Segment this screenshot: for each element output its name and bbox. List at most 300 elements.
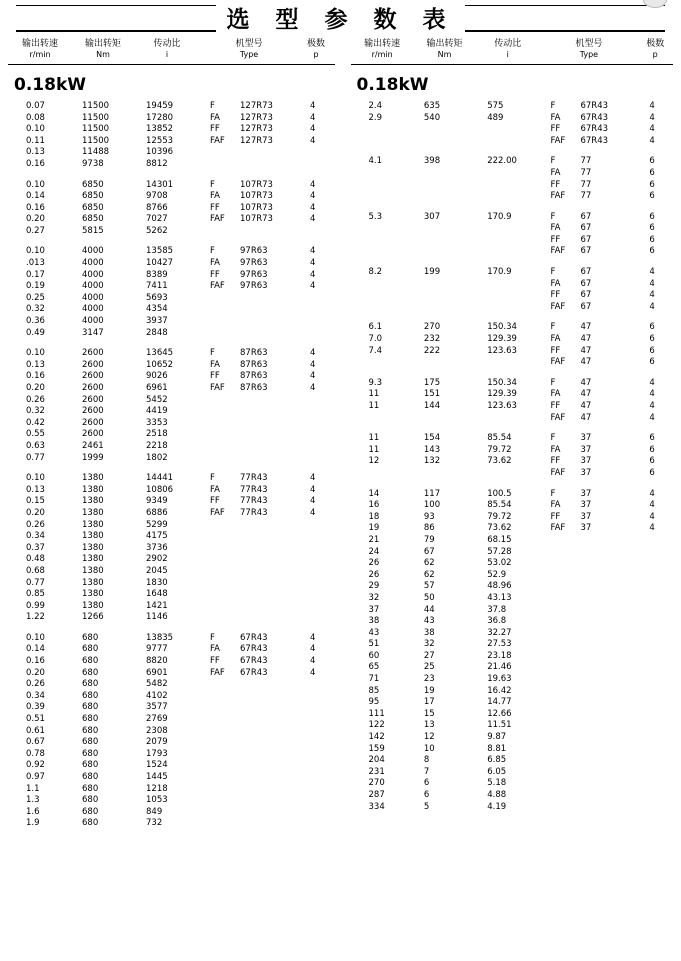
table-row	[8, 656, 335, 668]
type-prefix: FA	[210, 359, 220, 370]
cell-poles: 6	[649, 322, 655, 333]
header-ratio: 传动比 i	[494, 39, 522, 60]
cell-ratio: 10806	[146, 484, 174, 495]
cell-output-speed: 26	[368, 558, 380, 569]
type-model: 97R63	[240, 269, 268, 280]
table-row	[351, 489, 674, 501]
type-model: 87R63	[240, 371, 268, 382]
cell-output-speed: 0.13	[26, 484, 45, 495]
cell-type	[200, 668, 298, 680]
type-prefix: F	[550, 100, 556, 111]
type-prefix: FF	[550, 234, 561, 245]
cell-output-torque: 680	[82, 679, 99, 690]
cell-type	[540, 790, 637, 802]
table-row	[8, 258, 335, 270]
cell-type	[200, 818, 298, 830]
type-prefix: FA	[550, 112, 561, 123]
type-prefix: FAF	[550, 301, 566, 312]
cell-ratio: 73.62	[487, 523, 512, 534]
left-column-header	[8, 34, 335, 63]
cell-output-torque: 680	[82, 667, 99, 678]
cell-poles: 4	[649, 267, 655, 278]
cell-ratio: 32.27	[487, 627, 512, 638]
cell-poles	[298, 818, 334, 830]
type-prefix: F	[210, 246, 215, 257]
cell-ratio: 4419	[146, 406, 168, 417]
cell-output-speed: 0.36	[26, 316, 45, 327]
cell-output-speed: 204	[368, 755, 385, 766]
cell-output-speed: 21	[368, 534, 380, 545]
type-prefix: FF	[210, 371, 220, 382]
cell-poles: 6	[649, 345, 655, 356]
table-row	[351, 628, 674, 640]
table-row	[8, 418, 335, 430]
data-group	[351, 489, 674, 814]
cell-type	[200, 554, 298, 566]
cell-poles	[298, 749, 334, 761]
cell-output-torque: 32	[423, 639, 435, 650]
type-model: 37	[580, 433, 592, 444]
cell-type	[540, 628, 637, 640]
cell-poles: 4	[310, 656, 316, 667]
header-output-torque: 输出转矩 Nm	[84, 39, 121, 60]
cell-ratio: 37.8	[487, 604, 507, 615]
data-group	[351, 378, 674, 424]
type-model: 97R63	[240, 258, 268, 269]
type-prefix: FAF	[550, 135, 566, 146]
table-row	[351, 302, 674, 314]
cell-output-torque: 11500	[82, 100, 110, 111]
cell-type	[540, 413, 637, 425]
cell-output-torque: 6850	[82, 214, 104, 225]
table-row	[8, 520, 335, 532]
left-power-label: 0.18kW	[14, 74, 87, 95]
cell-ratio	[475, 168, 540, 180]
cell-type	[200, 406, 298, 418]
type-model: 37	[580, 500, 592, 511]
cell-type	[200, 772, 298, 784]
cell-output-speed: 12	[368, 456, 380, 467]
table-row	[351, 378, 674, 390]
table-row	[351, 101, 674, 113]
cell-output-speed: 26	[368, 569, 380, 580]
cell-poles: 4	[649, 278, 655, 289]
cell-output-speed: 7.4	[368, 345, 383, 356]
cell-poles	[298, 612, 334, 624]
cell-output-speed: 0.15	[26, 496, 45, 507]
table-row	[8, 383, 335, 395]
cell-output-speed: 1.3	[26, 795, 40, 806]
cell-type	[540, 616, 637, 628]
cell-poles	[637, 535, 673, 547]
type-model: 77R43	[240, 473, 268, 484]
cell-poles: 6	[649, 211, 655, 222]
cell-output-speed: 71	[368, 674, 380, 685]
cell-ratio: 100.5	[487, 488, 512, 499]
type-model: 37	[580, 456, 592, 467]
table-row	[8, 807, 335, 819]
type-prefix: F	[550, 322, 556, 333]
cell-output-speed: 16	[368, 500, 380, 511]
cell-ratio: 4102	[146, 690, 168, 701]
cell-output-speed: 8.2	[368, 267, 383, 278]
cell-output-torque: 2600	[82, 417, 104, 428]
cell-poles: 4	[310, 281, 316, 292]
cell-poles: 6	[649, 467, 655, 478]
table-row	[351, 720, 674, 732]
table-row	[8, 191, 335, 203]
cell-type	[200, 737, 298, 749]
cell-ratio: 8389	[146, 269, 168, 280]
cell-ratio: 9026	[146, 371, 168, 382]
cell-type	[200, 578, 298, 590]
cell-ratio: 73.62	[487, 456, 512, 467]
table-row	[8, 531, 335, 543]
cell-output-torque: 57	[423, 581, 435, 592]
cell-output-torque	[414, 235, 475, 247]
cell-ratio: 9349	[146, 496, 168, 507]
cell-output-torque: 2600	[82, 394, 104, 405]
cell-ratio: 3353	[146, 417, 168, 428]
table-row	[8, 214, 335, 226]
cell-poles: 4	[310, 644, 316, 655]
table-row	[351, 456, 674, 468]
cell-type	[200, 159, 298, 171]
cell-poles: 6	[649, 334, 655, 345]
cell-output-speed: 1.1	[26, 783, 40, 794]
table-row	[8, 784, 335, 796]
table-row	[351, 535, 674, 547]
cell-type	[540, 778, 637, 790]
cell-type	[540, 290, 637, 302]
cell-ratio: 2308	[146, 725, 168, 736]
cell-type	[200, 520, 298, 532]
cell-ratio: 1445	[146, 772, 168, 782]
cell-poles: 6	[649, 456, 655, 467]
cell-ratio: 123.63	[487, 401, 517, 411]
cell-type	[540, 156, 637, 168]
cell-output-torque: 680	[82, 806, 99, 817]
cell-output-torque: 25	[423, 662, 435, 673]
table-row	[351, 346, 674, 358]
cell-poles	[298, 795, 334, 807]
cell-output-speed: 0.10	[26, 124, 45, 135]
table-row	[8, 304, 335, 316]
table-row	[351, 468, 674, 480]
table-row	[351, 732, 674, 744]
table-row	[8, 159, 335, 171]
cell-output-speed: 0.16	[26, 656, 45, 667]
cell-output-torque	[414, 279, 475, 291]
cell-poles: 4	[310, 632, 316, 643]
cell-poles: 6	[649, 357, 655, 368]
cell-output-torque: 1380	[82, 484, 104, 495]
cell-poles: 4	[649, 301, 655, 312]
data-group	[351, 212, 674, 258]
corner-mark-icon	[643, 0, 667, 8]
cell-poles: 4	[310, 473, 316, 484]
cell-output-torque: 2600	[82, 371, 104, 382]
cell-output-speed: 0.97	[26, 772, 45, 782]
header-ratio: 传动比 i	[153, 39, 181, 60]
table-row	[8, 668, 335, 680]
cell-output-torque: 67	[423, 546, 435, 557]
type-model: 67R43	[240, 644, 268, 655]
cell-output-speed: 231	[368, 766, 385, 777]
cell-poles: 4	[310, 359, 316, 370]
cell-poles: 6	[649, 444, 655, 455]
cell-output-torque: 5	[423, 801, 430, 812]
cell-type	[200, 441, 298, 453]
table-row	[8, 473, 335, 485]
cell-output-speed	[351, 223, 414, 235]
cell-output-torque: 6	[423, 778, 430, 789]
cell-ratio	[475, 357, 540, 369]
table-row	[351, 191, 674, 203]
cell-output-torque: 12	[423, 732, 435, 743]
cell-type	[540, 535, 637, 547]
header-output-torque: 输出转矩 Nm	[426, 39, 463, 60]
cell-poles	[298, 714, 334, 726]
cell-output-torque: 1380	[82, 496, 104, 507]
cell-ratio: 2518	[146, 429, 168, 440]
cell-type	[540, 581, 637, 593]
table-row	[8, 496, 335, 508]
cell-poles	[298, 679, 334, 691]
cell-output-speed: 6.1	[368, 322, 383, 333]
cell-poles: 4	[649, 377, 655, 388]
cell-ratio	[475, 413, 540, 425]
cell-poles	[298, 691, 334, 703]
cell-ratio: 19.63	[487, 674, 512, 685]
table-row	[8, 633, 335, 645]
cell-type	[200, 601, 298, 613]
cell-output-torque: 2600	[82, 383, 104, 393]
cell-output-torque	[414, 302, 475, 314]
cell-type	[540, 720, 637, 732]
cell-output-torque	[414, 468, 475, 480]
cell-output-torque: 6	[423, 790, 430, 800]
cell-output-torque	[414, 180, 475, 192]
cell-output-speed: 0.61	[26, 725, 45, 736]
cell-output-speed: .013	[26, 258, 45, 269]
cell-type	[200, 203, 298, 215]
data-group	[351, 156, 674, 202]
cell-ratio: 10396	[146, 147, 174, 158]
cell-ratio	[475, 191, 540, 203]
cell-output-torque: 2600	[82, 406, 104, 417]
cell-output-speed: 11	[368, 389, 380, 400]
type-prefix: FAF	[210, 507, 225, 518]
cell-output-torque: 43	[423, 616, 435, 627]
cell-output-speed: 0.85	[26, 589, 45, 600]
cell-poles	[298, 520, 334, 532]
cell-ratio: 7027	[146, 214, 168, 225]
cell-ratio: 4354	[146, 304, 168, 315]
cell-type	[540, 113, 637, 125]
cell-type	[540, 334, 637, 346]
cell-output-speed: 37	[368, 604, 380, 615]
cell-ratio: 68.15	[487, 534, 512, 545]
cell-type	[540, 180, 637, 192]
cell-poles	[298, 760, 334, 772]
table-row	[8, 371, 335, 383]
cell-output-speed: 0.10	[26, 246, 45, 257]
table-row	[8, 348, 335, 360]
cell-output-torque: 199	[423, 267, 441, 278]
type-prefix: FA	[550, 389, 561, 400]
cell-poles: 6	[649, 191, 655, 202]
table-row	[351, 290, 674, 302]
cell-output-speed: 0.13	[26, 147, 45, 158]
table-row	[8, 406, 335, 418]
type-model: 67	[580, 223, 592, 234]
cell-poles	[298, 406, 334, 418]
cell-type	[540, 639, 637, 651]
cell-output-speed: 38	[368, 616, 380, 627]
cell-poles	[298, 566, 334, 578]
cell-poles: 4	[310, 667, 316, 678]
cell-output-speed: 122	[368, 720, 385, 731]
cell-output-torque	[414, 290, 475, 302]
table-row	[351, 413, 674, 425]
cell-type	[540, 709, 637, 721]
type-model: 77	[580, 179, 592, 190]
cell-ratio: 6901	[146, 667, 168, 678]
type-model: 77	[580, 167, 592, 178]
cell-ratio: 10652	[146, 359, 174, 370]
type-prefix: FF	[550, 511, 561, 522]
table-row	[351, 136, 674, 148]
cell-ratio: 5.18	[487, 778, 507, 789]
cell-output-torque: 1380	[82, 507, 104, 518]
cell-output-speed: 0.20	[26, 214, 45, 225]
cell-output-torque: 11500	[82, 124, 110, 135]
cell-poles: 4	[310, 246, 316, 257]
cell-ratio	[475, 302, 540, 314]
data-group	[8, 633, 335, 830]
cell-poles: 4	[649, 488, 655, 499]
cell-type	[200, 714, 298, 726]
cell-output-speed: 0.16	[26, 202, 45, 213]
cell-output-torque	[414, 124, 475, 136]
cell-output-torque: 1380	[82, 565, 104, 576]
cell-type	[200, 371, 298, 383]
table-row	[8, 395, 335, 407]
cell-output-speed: 4.1	[368, 156, 383, 167]
cell-poles	[637, 790, 673, 802]
type-prefix: FA	[210, 112, 220, 123]
data-group	[351, 433, 674, 479]
cell-type	[200, 749, 298, 761]
table-row	[8, 441, 335, 453]
cell-poles: 4	[649, 511, 655, 522]
cell-output-torque: 2600	[82, 348, 104, 359]
type-prefix: FA	[550, 444, 561, 455]
cell-output-speed: 0.14	[26, 191, 45, 202]
cell-ratio: 3577	[146, 702, 168, 713]
cell-ratio: 12553	[146, 135, 174, 146]
cell-ratio: 1648	[146, 589, 168, 600]
type-model: 67	[580, 290, 592, 301]
cell-type	[200, 691, 298, 703]
cell-output-torque: 2600	[82, 359, 104, 370]
type-prefix: F	[210, 100, 215, 111]
cell-type	[200, 508, 298, 520]
cell-output-speed: 334	[368, 801, 385, 812]
cell-type	[540, 246, 637, 258]
cell-ratio: 6961	[146, 383, 168, 393]
type-prefix: FF	[210, 269, 220, 280]
cell-poles: 6	[649, 167, 655, 178]
table-row	[8, 226, 335, 238]
table-row	[8, 644, 335, 656]
cell-ratio: 2902	[146, 554, 168, 565]
cell-poles	[298, 784, 334, 796]
cell-poles	[298, 554, 334, 566]
type-prefix: FF	[550, 456, 561, 467]
cell-ratio: 14.77	[487, 697, 512, 708]
type-prefix: FAF	[210, 135, 225, 146]
cell-type	[200, 281, 298, 293]
cell-ratio: 8820	[146, 656, 168, 667]
type-prefix: FF	[210, 656, 220, 667]
cell-ratio: 9777	[146, 644, 168, 655]
cell-poles	[298, 304, 334, 316]
cell-output-torque: 680	[82, 725, 99, 736]
table-row	[351, 235, 674, 247]
cell-type	[540, 512, 637, 524]
cell-output-torque: 100	[423, 500, 441, 511]
cell-ratio: 21.46	[487, 662, 512, 673]
type-model: 67	[580, 234, 592, 245]
cell-ratio: 489	[487, 112, 504, 123]
table-row	[8, 136, 335, 148]
table-row	[351, 802, 674, 814]
cell-output-torque	[414, 246, 475, 258]
table-row	[8, 612, 335, 624]
cell-output-torque: 680	[82, 690, 99, 701]
cell-type	[200, 612, 298, 624]
table-row	[351, 512, 674, 524]
cell-type	[200, 760, 298, 772]
cell-output-torque: 11488	[82, 147, 110, 158]
cell-ratio: 2769	[146, 714, 168, 725]
cell-ratio: 849	[146, 806, 163, 817]
cell-output-speed: 0.77	[26, 452, 45, 463]
table-row	[351, 662, 674, 674]
cell-ratio: 3736	[146, 542, 168, 553]
type-prefix: FF	[550, 401, 561, 411]
header-poles: 极数 p	[306, 39, 325, 60]
cell-type	[200, 473, 298, 485]
type-prefix: FAF	[210, 214, 225, 225]
table-row	[8, 772, 335, 784]
cell-output-torque: 6850	[82, 202, 104, 213]
cell-ratio: 2218	[146, 440, 168, 451]
cell-poles: 4	[310, 124, 316, 135]
cell-poles	[298, 601, 334, 613]
cell-output-torque: 9738	[82, 158, 104, 169]
left-data-body	[8, 101, 335, 830]
cell-output-speed: 111	[368, 708, 385, 719]
type-prefix: FF	[550, 124, 561, 135]
cell-ratio	[475, 279, 540, 291]
table-row	[351, 744, 674, 756]
page-title-bar	[8, 0, 673, 34]
cell-output-speed: 0.17	[26, 269, 45, 280]
cell-output-speed: 11	[368, 444, 380, 455]
